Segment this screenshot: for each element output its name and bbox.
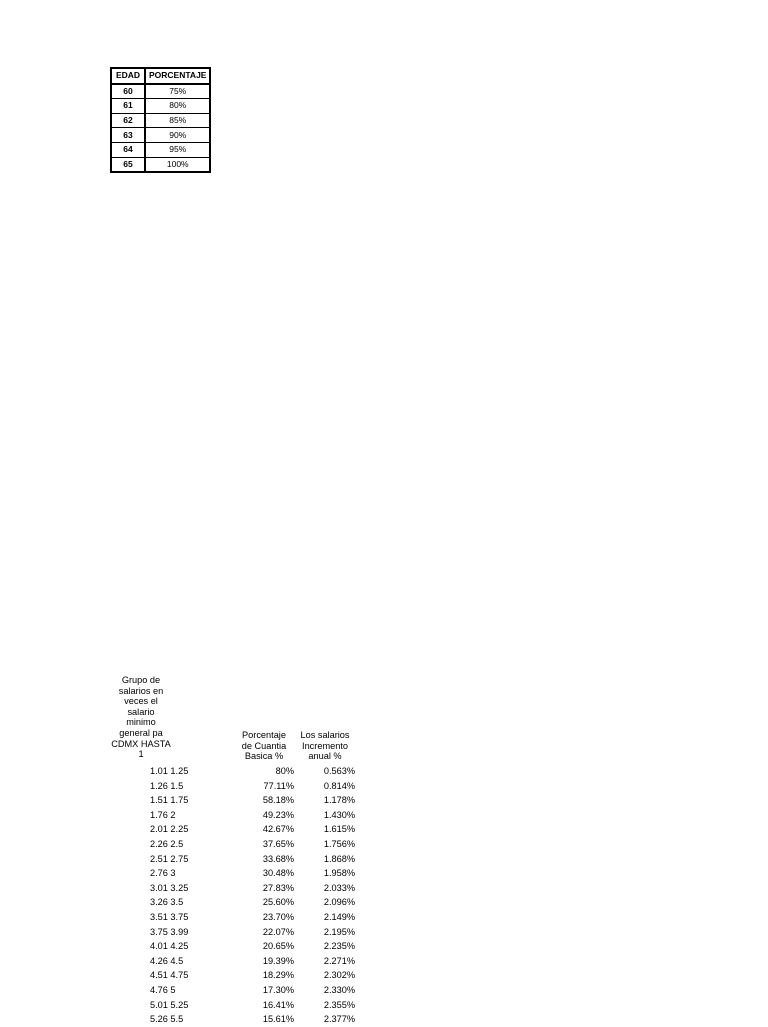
cuantia-cell: 23.70% xyxy=(262,911,294,922)
porcentaje-cell: 100% xyxy=(145,157,210,172)
porcentaje-cell: 80% xyxy=(145,99,210,114)
incremento-cell: 1.868% xyxy=(323,853,355,864)
salary-range-cell: 2.01 2.25 xyxy=(150,824,189,835)
porcentaje-cell: 75% xyxy=(145,84,210,99)
cuantia-cell: 19.39% xyxy=(262,955,294,966)
table-row xyxy=(0,779,768,794)
table-row xyxy=(0,866,768,881)
incremento-cell: 1.756% xyxy=(323,838,355,849)
incremento-cell: 2.377% xyxy=(323,1014,355,1025)
cuantia-basica-header: Porcentaje de Cuantia Basica % xyxy=(241,730,287,762)
incremento-cell: 2.195% xyxy=(323,926,355,937)
salary-range-cell: 4.76 5 xyxy=(150,984,176,995)
salary-range-cell: 2.51 2.75 xyxy=(150,853,189,864)
cuantia-cell: 42.67% xyxy=(262,824,294,835)
table-row xyxy=(0,793,768,808)
cuantia-cell: 22.07% xyxy=(262,926,294,937)
incremento-cell: 2.302% xyxy=(323,970,355,981)
incremento-cell: 2.033% xyxy=(323,882,355,893)
cuantia-cell: 77.11% xyxy=(263,780,294,791)
incremento-cell: 2.355% xyxy=(323,999,355,1010)
cuantia-cell: 30.48% xyxy=(262,868,294,879)
cuantia-cell: 15.61% xyxy=(262,1014,294,1025)
incremento-cell: 2.149% xyxy=(323,911,355,922)
incremento-cell: 1.430% xyxy=(323,809,355,820)
cuantia-cell: 25.60% xyxy=(262,897,294,908)
cuantia-cell: 37.65% xyxy=(262,838,294,849)
salary-range-cell: 1.51 1.75 xyxy=(150,795,189,806)
porcentaje-cell: 95% xyxy=(145,142,210,157)
cuantia-cell: 27.83% xyxy=(262,882,294,893)
table-row xyxy=(0,998,768,1013)
incremento-cell: 2.330% xyxy=(323,984,355,995)
table-row xyxy=(0,852,768,867)
incremento-cell: 0.814% xyxy=(323,780,355,791)
table-row xyxy=(0,822,768,837)
salary-rows xyxy=(0,764,768,1027)
salary-group-header: Grupo de salarios en veces el salario minimo general pa CDMX HASTA 1 xyxy=(111,675,171,760)
salary-range-cell: 3.26 3.5 xyxy=(150,897,184,908)
salary-range-cell: 5.01 5.25 xyxy=(150,999,189,1010)
table-row xyxy=(0,983,768,998)
edad-cell: 65 xyxy=(111,157,145,172)
table-row xyxy=(0,954,768,969)
table-row xyxy=(0,881,768,896)
incremento-cell: 1.178% xyxy=(323,795,355,806)
salary-range-cell: 3.75 3.99 xyxy=(150,926,189,937)
salary-range-cell: 3.51 3.75 xyxy=(150,911,189,922)
salary-range-cell: 3.01 3.25 xyxy=(150,882,189,893)
incremento-anual-header: Los salarios Incremento anual % xyxy=(300,730,350,762)
edad-cell: 62 xyxy=(111,113,145,128)
incremento-cell: 2.096% xyxy=(323,897,355,908)
table-row xyxy=(0,895,768,910)
edad-cell: 60 xyxy=(111,84,145,99)
incremento-cell: 2.235% xyxy=(323,941,355,952)
cuantia-cell: 80% xyxy=(275,766,294,776)
table-row xyxy=(0,925,768,940)
salary-range-cell: 1.76 2 xyxy=(150,809,176,820)
salary-range-cell: 2.26 2.5 xyxy=(150,838,184,849)
cuantia-cell: 33.68% xyxy=(262,853,294,864)
edad-header: EDAD xyxy=(111,68,145,84)
cuantia-cell: 49.23% xyxy=(262,809,294,820)
table-row xyxy=(0,939,768,954)
salary-range-cell: 5.26 5.5 xyxy=(150,1014,184,1025)
table-row xyxy=(0,910,768,925)
cuantia-cell: 16.41% xyxy=(262,999,294,1010)
edad-cell: 63 xyxy=(111,128,145,143)
cuantia-cell: 58.18% xyxy=(262,795,294,806)
edad-cell: 61 xyxy=(111,99,145,114)
cuantia-cell: 17.30% xyxy=(262,984,294,995)
table-row xyxy=(0,1012,768,1027)
table-row xyxy=(0,968,768,983)
table-row xyxy=(0,808,768,823)
incremento-cell: 1.958% xyxy=(323,868,355,879)
salary-range-cell: 4.26 4.5 xyxy=(150,955,184,966)
salary-range-cell: 4.51 4.75 xyxy=(150,970,189,981)
salary-range-cell: 1.26 1.5 xyxy=(150,780,184,791)
salary-range-cell: 2.76 3 xyxy=(150,868,176,879)
porcentaje-cell: 85% xyxy=(145,113,210,128)
salary-range-cell: 1.01 1.25 xyxy=(150,766,189,776)
porcentaje-cell: 90% xyxy=(145,128,210,143)
incremento-cell: 1.615% xyxy=(323,824,355,835)
edad-cell: 64 xyxy=(111,142,145,157)
porcentaje-header: PORCENTAJE xyxy=(145,68,210,84)
cuantia-cell: 20.65% xyxy=(262,941,294,952)
incremento-cell: 0.563% xyxy=(323,766,355,776)
incremento-cell: 2.271% xyxy=(323,955,355,966)
table-row xyxy=(0,764,768,779)
cuantia-cell: 18.29% xyxy=(262,970,294,981)
salary-range-cell: 4.01 4.25 xyxy=(150,941,189,952)
table-row xyxy=(0,837,768,852)
